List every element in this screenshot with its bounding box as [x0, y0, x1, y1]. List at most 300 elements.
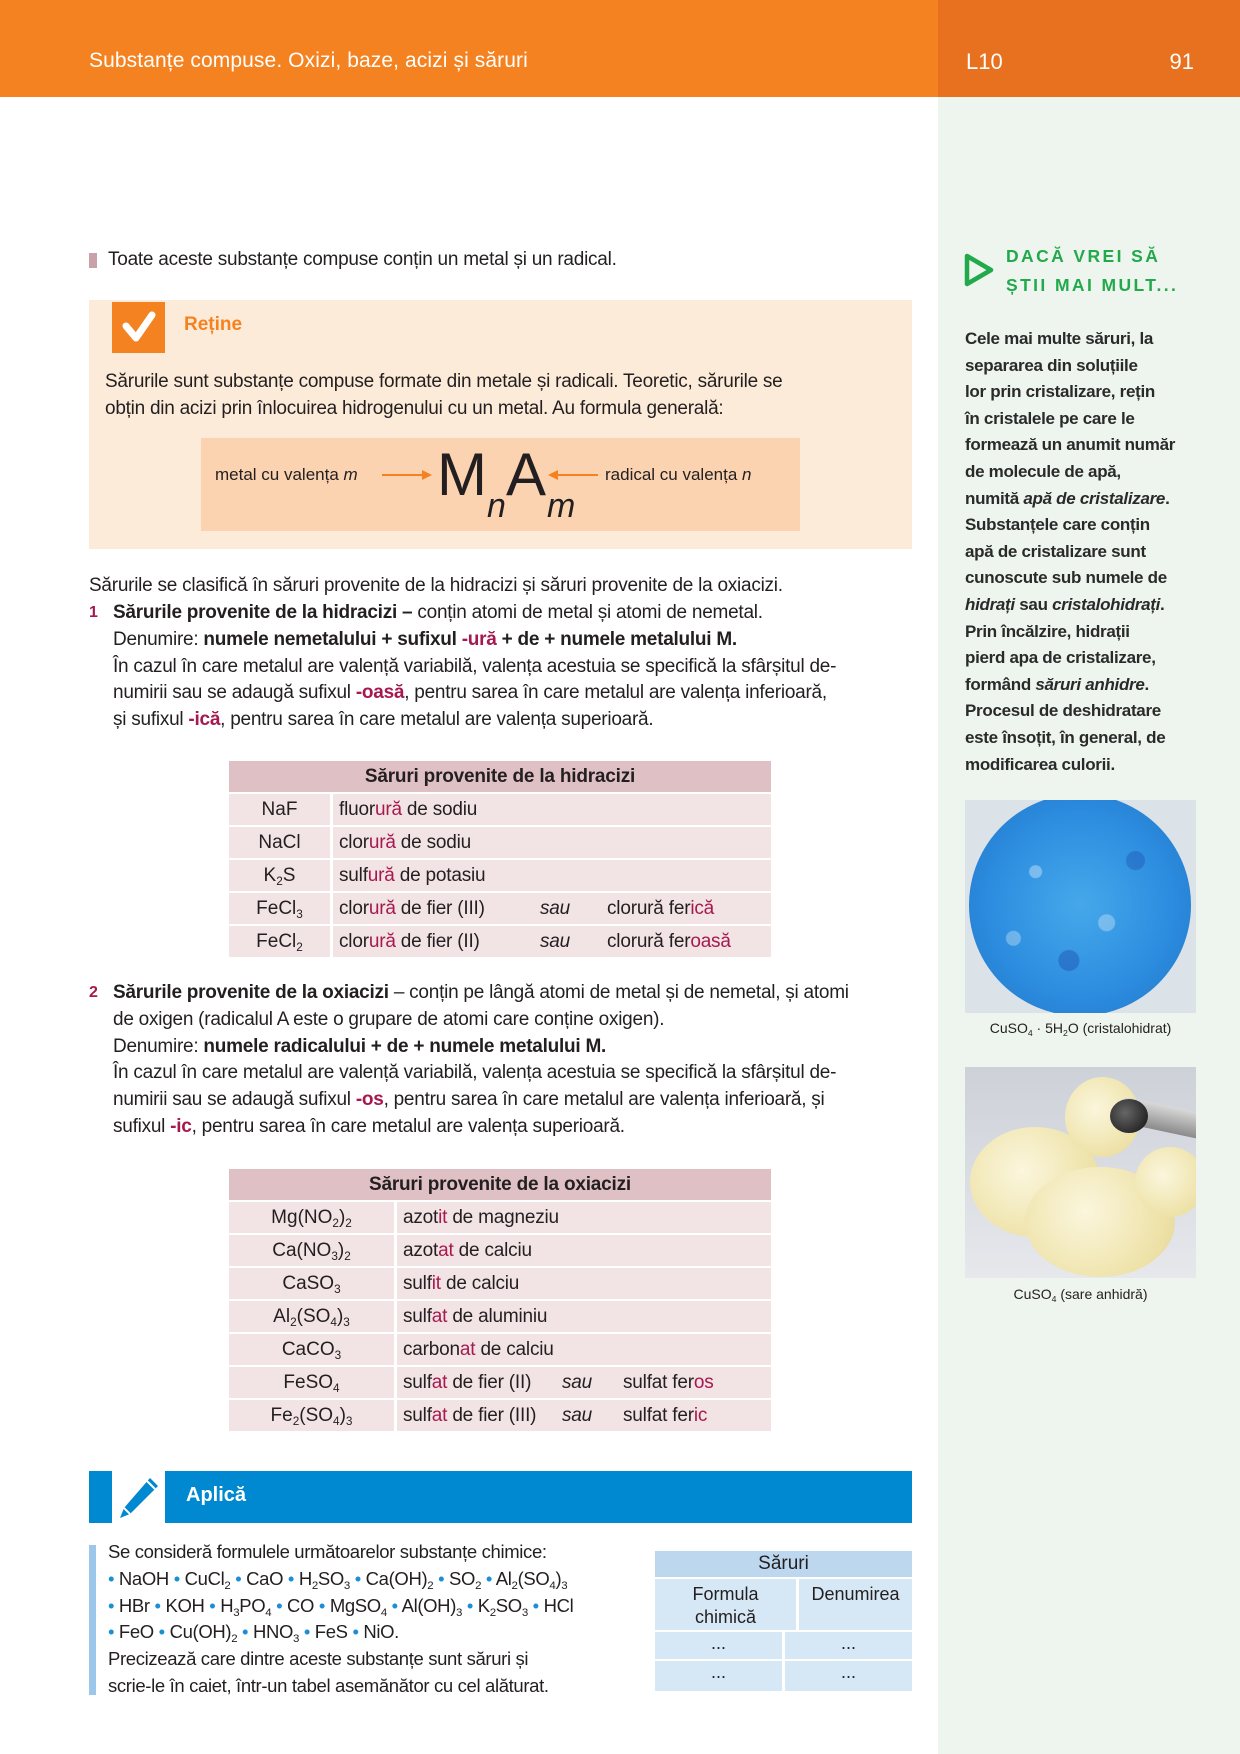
formula-cell: [229, 1301, 394, 1332]
text-segment: Denumire:: [113, 1035, 204, 1057]
subscript: 4: [380, 1606, 387, 1619]
alternate-name: [607, 926, 731, 957]
text-segment: Se consideră formulele următoarelor substanțe chimice:: [108, 1541, 547, 1562]
oxiacizi-table: [229, 1169, 771, 1431]
subscript: 3: [343, 1316, 350, 1330]
text-segment: it: [431, 1273, 441, 1294]
text-segment: Cu(OH): [169, 1621, 232, 1643]
bullet-dot: •: [242, 1621, 253, 1643]
subscript: 4: [265, 1606, 272, 1619]
text-segment: În cazul în care metalul are valență variabilă, valența acestuia se specifică la sfârșitul de-: [113, 655, 837, 677]
page-number: 91: [1169, 49, 1194, 74]
bullet-dot: •: [173, 1567, 185, 1589]
text-segment: (SO: [517, 1567, 550, 1589]
subscript: 3: [233, 1606, 240, 1619]
name-cell: [397, 1367, 771, 1398]
text-segment: FeO: [118, 1621, 159, 1643]
formula-cell: [229, 827, 330, 858]
table-row: [229, 1301, 771, 1332]
table-row: [229, 1235, 771, 1266]
text-segment: CaO: [246, 1567, 288, 1589]
subscript: 2: [475, 1579, 482, 1592]
text-line: [965, 619, 1175, 646]
text-segment: de fier (III): [447, 1405, 537, 1426]
text-segment: (SO: [296, 1306, 331, 1327]
table-row: [229, 1400, 771, 1431]
text-segment: numită: [965, 488, 1024, 508]
text-segment: modificarea culorii.: [965, 754, 1115, 774]
table-cell: ...: [785, 1632, 912, 1659]
text-segment: at: [431, 1306, 448, 1327]
photo-caption: [965, 1286, 1196, 1304]
text-segment: -os: [355, 1089, 384, 1111]
text-line: [108, 1646, 573, 1673]
subscript: 4: [333, 1382, 340, 1396]
formula-A: A: [506, 441, 547, 508]
table-title: Săruri provenite de la hidracizi: [229, 761, 771, 792]
salt-name: [339, 832, 471, 853]
text-segment: lor prin cristalizare, rețin: [965, 382, 1155, 402]
text-segment: Sărurile se clasifică în săruri provenite de la hidracizi și săruri provenite de la oxiacizi.: [89, 575, 783, 596]
text-segment: (SO: [299, 1405, 334, 1426]
sidebar-heading: [1006, 242, 1178, 300]
text-line: [105, 369, 783, 396]
table-row: [229, 1367, 771, 1398]
bullet-dot: •: [352, 1621, 364, 1643]
metal-label-text: metal cu valența: [215, 465, 344, 484]
classification-text: [89, 573, 783, 600]
subscript: 2: [311, 1579, 318, 1592]
text-line: [965, 379, 1175, 406]
name-cell: [397, 1400, 771, 1431]
text-segment: apă de cristalizare: [1023, 488, 1166, 508]
text-segment: clor: [339, 931, 369, 952]
text-segment: HCl: [543, 1594, 574, 1616]
text-segment: (sare anhidră): [1056, 1286, 1148, 1302]
text-segment: .: [1165, 488, 1170, 508]
sidebar-text: [965, 326, 1175, 778]
subscript: 2: [344, 1250, 351, 1264]
saruri-answer-table: [655, 1551, 912, 1691]
text-segment: ură: [367, 865, 395, 886]
text-segment: ): [339, 1405, 346, 1426]
table-row: [229, 1334, 771, 1365]
text-segment: Fe: [270, 1405, 293, 1426]
text-line: [108, 1673, 573, 1700]
subscript: 2: [345, 1217, 352, 1231]
salt-name: [403, 1273, 519, 1294]
text-segment: oasă: [690, 931, 731, 952]
text-segment: NaOH: [118, 1567, 174, 1589]
name-cell: [333, 860, 771, 891]
text-segment: Denumire:: [113, 628, 204, 650]
text-segment: în cristalele pe care le: [965, 408, 1135, 428]
name-cell: [397, 1268, 771, 1299]
text-segment: CaSO: [282, 1273, 335, 1294]
name-cell: [333, 794, 771, 825]
text-line: [113, 680, 836, 707]
text-segment: – conțin pe lângă atomi de metal și de nemetal, și atomi: [388, 982, 849, 1003]
bullet-marker: [89, 253, 97, 268]
text-segment: conțin atomi de metal și atomi de nemetal.: [417, 602, 763, 623]
subscript: 3: [561, 1579, 568, 1592]
aplica-header: [165, 1471, 912, 1523]
subscript: 2: [290, 1316, 297, 1330]
retine-paragraph: [105, 369, 783, 423]
text-segment: de calciu: [440, 1273, 520, 1294]
text-segment: , pentru sarea în care metalul are valența inferioară, și: [383, 1089, 825, 1111]
text-segment: de sodiu: [395, 832, 472, 853]
formula-cell: [229, 926, 330, 957]
text-segment: ură: [374, 799, 402, 820]
text-segment: PO: [239, 1594, 266, 1616]
text-line: [965, 459, 1175, 486]
text-line: [108, 1566, 573, 1593]
item1-text: [113, 600, 836, 734]
text-segment: de magneziu: [447, 1207, 559, 1228]
text-segment: ic: [693, 1405, 708, 1426]
text-line: [965, 592, 1175, 619]
name-cell: [397, 1301, 771, 1332]
text-segment: de fier (III): [395, 898, 485, 919]
text-segment: sulf: [403, 1372, 432, 1393]
alternate-name: [623, 1400, 707, 1431]
subscript: 2: [276, 875, 283, 889]
text-segment: scrie-le în caiet, într-un tabel asemănător cu cel alăturat.: [108, 1674, 549, 1696]
bullet-dot: •: [466, 1594, 478, 1616]
text-line: [965, 486, 1175, 513]
formula-M: M: [437, 441, 487, 508]
subscript: 3: [456, 1606, 463, 1619]
metal-var: m: [343, 465, 358, 484]
subscript: 3: [343, 1579, 350, 1592]
salt-name: [403, 1339, 554, 1360]
text-segment: carbon: [403, 1339, 460, 1360]
header-formula: Formula chimică: [655, 1579, 796, 1630]
text-segment: NaCl: [258, 832, 301, 853]
text-segment: sulf: [339, 865, 368, 886]
text-segment: NaF: [261, 799, 298, 820]
name-cell: [333, 827, 771, 858]
text-segment: Substanțele care conțin: [965, 515, 1150, 535]
aplica-stripe: [89, 1471, 112, 1523]
text-segment: FeCl: [256, 931, 297, 952]
text-segment: CaCO: [281, 1339, 335, 1360]
formula-m: m: [547, 487, 576, 525]
alternate-name: [623, 1367, 714, 1398]
subscript: 4: [333, 1415, 340, 1429]
sau-label: sau: [562, 1405, 593, 1426]
text-segment: CuSO: [1013, 1286, 1052, 1302]
formula-cell: [229, 1400, 394, 1431]
subscript: 3: [345, 1415, 353, 1429]
text-segment: CuCl: [184, 1567, 225, 1589]
subscript: 3: [334, 1283, 341, 1297]
formula-cell: [229, 1268, 394, 1299]
text-segment: Al: [273, 1306, 291, 1327]
text-segment: hidrați: [965, 594, 1015, 614]
text-segment: de oxigen (radicalul A este o grupare de atomi care conține oxigen).: [113, 1008, 665, 1030]
aplica-text: [108, 1539, 573, 1700]
text-segment: și sufixul: [113, 709, 189, 731]
text-segment: apă de cristalizare sunt: [965, 541, 1146, 561]
table-row: [229, 926, 771, 957]
text-segment: H: [298, 1567, 312, 1589]
subscript: 4: [1027, 1028, 1033, 1039]
arrow-right-icon: [382, 468, 432, 482]
formula-cell: [229, 860, 330, 891]
text-segment: Prin încălzire, hidrații: [965, 621, 1130, 641]
table-row: [229, 893, 771, 924]
text-segment: Cele mai multe săruri, la: [965, 329, 1154, 348]
text-line: [89, 573, 783, 600]
text-line: [113, 1060, 849, 1087]
bullet-dot: •: [438, 1567, 450, 1589]
text-segment: de aluminiu: [447, 1306, 548, 1327]
text-segment: KOH: [165, 1594, 210, 1616]
salt-name: [339, 931, 480, 952]
salt-name: [403, 1240, 532, 1261]
header-denumire: Denumirea: [799, 1579, 912, 1630]
text-segment: ică: [690, 898, 715, 919]
text-line: [965, 645, 1175, 672]
text-segment: K: [477, 1594, 490, 1616]
name-cell: [397, 1202, 771, 1233]
bullet-dot: •: [276, 1594, 288, 1616]
subscript: 3: [331, 1250, 338, 1264]
text-segment: .: [1160, 594, 1165, 614]
text-segment: clorură fer: [607, 931, 691, 952]
metal-label: [215, 465, 358, 485]
bullet-dot: •: [485, 1567, 496, 1589]
radical-var: n: [742, 465, 752, 484]
text-segment: .: [1144, 674, 1149, 694]
text-line: [965, 565, 1175, 592]
text-segment: de molecule de apă,: [965, 461, 1121, 481]
text-line: [965, 406, 1175, 433]
text-segment: ură: [368, 832, 396, 853]
text-segment: + de + numele metalului M.: [496, 628, 737, 650]
text-segment: ): [555, 1567, 562, 1589]
salt-name: [403, 1207, 559, 1228]
name-cell: [397, 1235, 771, 1266]
text-segment: Al: [495, 1567, 512, 1589]
text-segment: Sărurile provenite de la hidracizi –: [113, 602, 418, 623]
text-segment: SO: [449, 1567, 476, 1589]
text-segment: SO: [495, 1594, 522, 1616]
text-segment: formează un anumit număr: [965, 435, 1176, 455]
text-segment: de sodiu: [401, 799, 478, 820]
text-segment: de fier (II): [395, 931, 480, 952]
text-segment: obțin din acizi prin înlocuirea hidrogenului cu un metal. Au formula generală:: [105, 397, 724, 419]
salt-name: [339, 865, 485, 886]
bullet-dot: •: [235, 1567, 247, 1589]
text-line: [965, 512, 1175, 539]
table-cell: ...: [655, 1632, 782, 1659]
item-number: 2: [89, 984, 98, 1001]
item2-text: [113, 980, 849, 1141]
text-segment: sulf: [403, 1273, 432, 1294]
text-segment: Sărurile provenite de la oxiacizi: [113, 982, 389, 1003]
text-segment: ură: [368, 898, 396, 919]
salt-name: [339, 799, 477, 820]
text-segment: Al(OH): [401, 1594, 456, 1616]
table-header-row: [655, 1579, 912, 1630]
salt-name: [403, 1306, 547, 1327]
text-segment: sulfat fer: [623, 1372, 694, 1393]
text-segment: de potasiu: [394, 865, 486, 886]
text-segment: pierd apa de cristalizare,: [965, 648, 1156, 668]
text-line: [113, 600, 836, 627]
text-segment: , pentru sarea în care metalul are valența superioară.: [191, 1115, 625, 1137]
text-segment: Mg(NO: [271, 1207, 333, 1228]
text-segment: este însoțit, în general, de: [965, 727, 1166, 747]
table-title: Săruri: [655, 1551, 912, 1577]
text-segment: ): [337, 1240, 345, 1261]
formula-cell: [229, 1235, 394, 1266]
bullet-dot: •: [108, 1567, 119, 1589]
text-segment: ): [338, 1207, 346, 1228]
text-line: [965, 353, 1175, 380]
bullet-dot: •: [158, 1621, 170, 1643]
text-line: [113, 627, 836, 654]
subscript: 4: [549, 1579, 556, 1592]
alternate-name: [607, 893, 714, 924]
text-line: [113, 1087, 849, 1114]
text-segment: FeSO: [283, 1372, 334, 1393]
bullet-dot: •: [287, 1567, 299, 1589]
text-line: [965, 752, 1175, 779]
text-segment: sufixul: [113, 1115, 171, 1137]
subscript: 2: [489, 1606, 496, 1619]
formula-cell: [229, 794, 330, 825]
text-line: [113, 707, 836, 734]
text-segment: cristalohidrați: [1052, 594, 1161, 614]
text-segment: , pentru sarea în care metalul are valența inferioară,: [404, 682, 827, 704]
text-segment: os: [693, 1372, 714, 1393]
text-segment: HNO: [252, 1621, 294, 1643]
table-row: [229, 794, 771, 825]
text-segment: -ură: [461, 628, 497, 650]
text-segment: CuSO: [989, 1020, 1028, 1036]
text-segment: de fier (II): [447, 1372, 532, 1393]
hydrated-copper-sulfate-photo: [965, 800, 1196, 1013]
pencil-icon: [116, 1474, 162, 1522]
table-cell: ...: [785, 1661, 912, 1691]
table-row: [229, 827, 771, 858]
text-segment: numele nemetalului + sufixul: [203, 628, 462, 650]
bullet-dot: •: [209, 1594, 221, 1616]
text-line: [113, 654, 836, 681]
bullet-dot: •: [303, 1621, 315, 1643]
text-segment: NiO.: [363, 1621, 399, 1643]
text-segment: săruri anhidre: [1035, 674, 1145, 694]
text-line: [105, 396, 783, 423]
text-segment: -ică: [188, 709, 221, 731]
bullet-dot: •: [532, 1594, 544, 1616]
text-segment: numirii sau se adaugă sufixul: [113, 682, 356, 704]
text-line: [965, 698, 1175, 725]
play-triangle-icon: [963, 252, 995, 288]
text-segment: numele radicalului + de + numele metalului M.: [203, 1035, 607, 1057]
anhydrous-copper-sulfate-photo: [965, 1067, 1196, 1278]
arrow-left-icon: [548, 468, 598, 482]
text-line: [113, 980, 849, 1007]
text-line: [965, 539, 1175, 566]
text-line: [965, 326, 1175, 353]
text-segment: clor: [339, 832, 369, 853]
hidracizi-table: [229, 761, 771, 957]
bullet-dot: •: [318, 1594, 330, 1616]
text-segment: at: [431, 1405, 448, 1426]
text-segment: at: [431, 1372, 448, 1393]
name-cell: [397, 1334, 771, 1365]
item-number: 1: [89, 604, 98, 621]
text-segment: cunoscute sub numele de: [965, 568, 1167, 588]
text-segment: de calciu: [453, 1240, 532, 1261]
photo-caption: [965, 1020, 1196, 1038]
text-line: [113, 1007, 849, 1034]
text-line: [965, 725, 1175, 752]
subscript: 2: [1063, 1028, 1068, 1039]
text-segment: clorură fer: [607, 898, 691, 919]
formula-cell: [229, 1334, 394, 1365]
text-segment: CO: [287, 1594, 319, 1616]
salt-name: [403, 1405, 536, 1426]
formula-n: n: [487, 487, 506, 525]
text-segment: clor: [339, 898, 369, 919]
text-segment: O (cristalohidrat): [1067, 1020, 1172, 1036]
text-segment: HBr: [118, 1594, 155, 1616]
text-segment: -ic: [170, 1115, 192, 1137]
text-segment: S: [282, 865, 296, 886]
intro-text: Toate aceste substanțe compuse conțin un metal și un radical.: [108, 249, 617, 270]
text-segment: fluor: [339, 799, 375, 820]
name-cell: [333, 926, 771, 957]
text-line: [113, 1034, 849, 1061]
text-segment: , pentru sarea în care metalul are valența superioară.: [220, 709, 654, 731]
sidebar-heading-line: ȘTII MAI MULT...: [1006, 275, 1179, 295]
salt-name: [403, 1372, 531, 1393]
text-segment: FeS: [314, 1621, 353, 1643]
text-segment: În cazul în care metalul are valență variabilă, valența acestuia se specifică la sfârșitul de-: [113, 1062, 837, 1084]
subscript: 2: [292, 1415, 300, 1429]
text-segment: -oasă: [355, 682, 405, 704]
sau-label: sau: [540, 898, 571, 919]
text-segment: Ca(OH): [365, 1567, 428, 1589]
radical-label: [605, 465, 752, 485]
table-row: [229, 860, 771, 891]
formula-cell: [229, 893, 330, 924]
formula-cell: [229, 1202, 394, 1233]
text-segment: ): [336, 1306, 344, 1327]
subscript: 3: [521, 1606, 528, 1619]
salt-name: [339, 898, 485, 919]
text-line: [965, 672, 1175, 699]
bullet-dot: •: [108, 1621, 119, 1643]
sidebar-heading-line: DACĂ VREI SĂ: [1006, 246, 1161, 266]
text-line: [108, 1539, 573, 1566]
text-segment: separarea din soluțiile: [965, 355, 1138, 375]
name-cell: [333, 893, 771, 924]
subscript: 3: [293, 1633, 300, 1646]
text-segment: MgSO: [329, 1594, 381, 1616]
bullet-dot: •: [108, 1594, 119, 1616]
formula-cell: [229, 1367, 394, 1398]
text-segment: at: [438, 1240, 454, 1261]
text-segment: H: [220, 1594, 234, 1616]
table-row: [229, 1268, 771, 1299]
